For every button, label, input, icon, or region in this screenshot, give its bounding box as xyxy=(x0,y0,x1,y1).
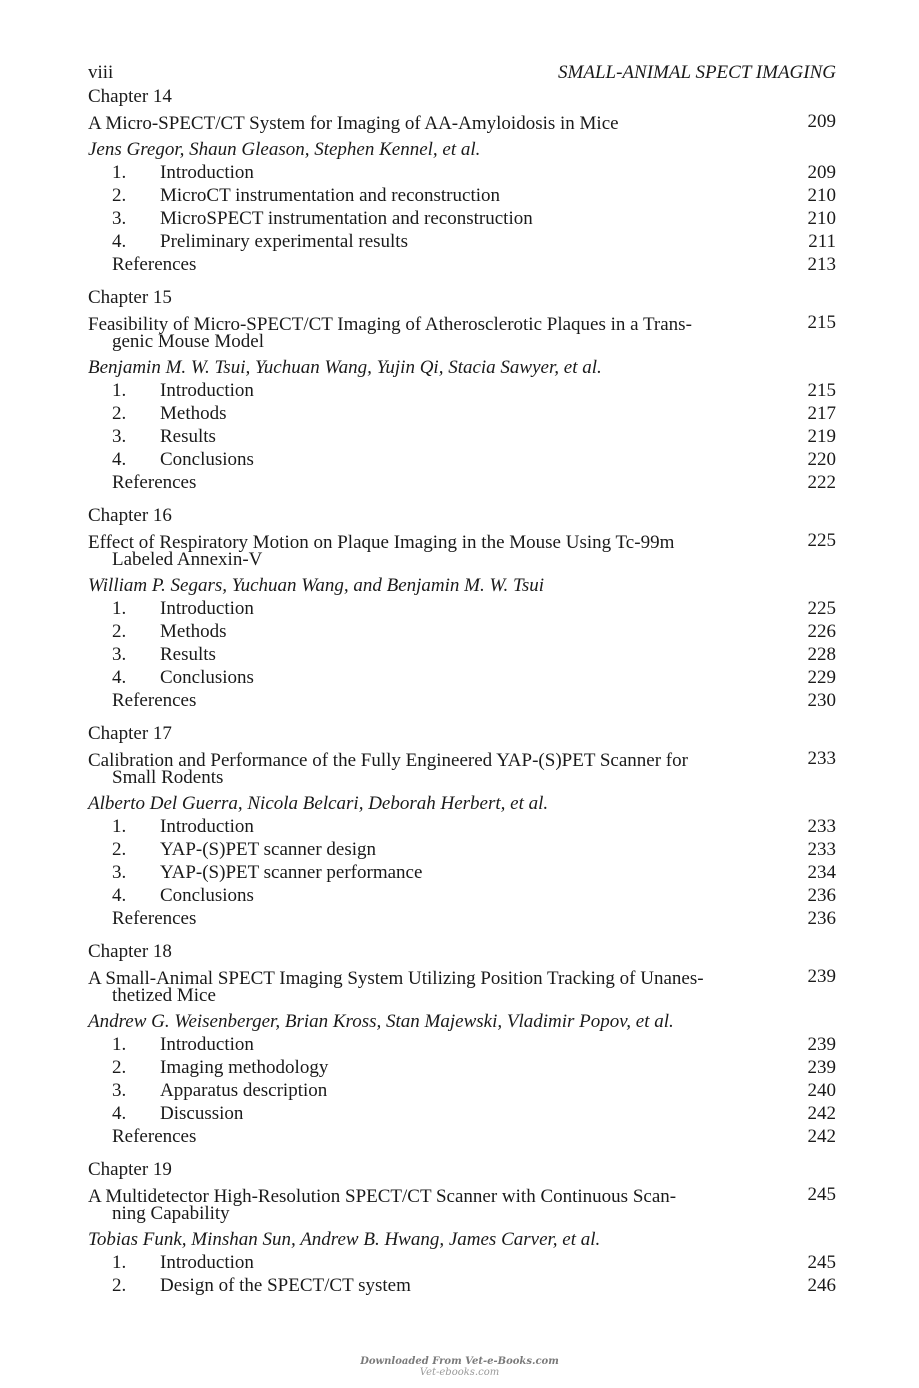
section-number: 2. xyxy=(112,185,127,206)
chapter-label: Chapter 17 xyxy=(88,723,172,744)
section-entry xyxy=(88,1274,836,1297)
chapter-label: Chapter 19 xyxy=(88,1159,172,1180)
chapter-title-line: A Micro-SPECT/CT System for Imaging of AA-Amyloidosis in Mice xyxy=(88,113,619,134)
chapter-authors: Tobias Funk, Minshan Sun, Andrew B. Hwang, James Carver, et al. xyxy=(88,1229,601,1250)
section-page-number: 209 xyxy=(807,162,836,183)
chapter-page-number: 209 xyxy=(807,111,836,132)
references-label: References xyxy=(112,690,197,711)
chapter-entry xyxy=(88,941,836,1148)
section-title: Conclusions xyxy=(160,449,254,470)
section-page-number: 240 xyxy=(807,1080,836,1101)
references-entry xyxy=(88,253,836,276)
references-page-number: 230 xyxy=(807,690,836,711)
section-number: 2. xyxy=(112,839,127,860)
references-label: References xyxy=(112,908,197,929)
section-page-number: 239 xyxy=(807,1034,836,1055)
chapter-title-continuation: thetized Mice xyxy=(112,985,216,1006)
section-page-number: 220 xyxy=(807,449,836,470)
chapter-entry xyxy=(88,86,836,276)
section-number: 3. xyxy=(112,644,127,665)
chapter-title-row xyxy=(88,748,836,788)
chapter-title-line: A Multidetector High-Resolution SPECT/CT Scanner with Continuous Scan- xyxy=(88,1186,677,1207)
chapter-authors: Alberto Del Guerra, Nicola Belcari, Deborah Herbert, et al. xyxy=(88,793,549,814)
section-entry xyxy=(88,184,836,207)
chapter-title-continuation: ning Capability xyxy=(112,1203,230,1224)
chapter-title-row xyxy=(88,1184,836,1224)
section-page-number: 228 xyxy=(807,644,836,665)
chapter-title-line: Feasibility of Micro-SPECT/CT Imaging of Atherosclerotic Plaques in a Trans- xyxy=(88,314,692,335)
chapter-page-number: 215 xyxy=(807,312,836,333)
section-title: Introduction xyxy=(160,380,254,401)
running-title: SMALL-ANIMAL SPECT IMAGING xyxy=(558,62,836,83)
chapter-title-row xyxy=(88,111,836,134)
section-number: 2. xyxy=(112,1057,127,1078)
section-entry xyxy=(88,1079,836,1102)
chapter-authors: Andrew G. Weisenberger, Brian Kross, Stan Majewski, Vladimir Popov, et al. xyxy=(88,1011,674,1032)
section-title: MicroCT instrumentation and reconstruction xyxy=(160,185,500,206)
section-title: Introduction xyxy=(160,816,254,837)
section-entry xyxy=(88,620,836,643)
section-title: Introduction xyxy=(160,1252,254,1273)
section-page-number: 246 xyxy=(807,1275,836,1296)
section-entry xyxy=(88,161,836,184)
chapter-page-number: 245 xyxy=(807,1184,836,1205)
watermark-line-2: Vet-ebooks.com xyxy=(419,1367,500,1378)
chapter-title xyxy=(88,752,746,786)
section-number: 4. xyxy=(112,667,127,688)
section-page-number: 233 xyxy=(807,816,836,837)
section-title: Introduction xyxy=(160,1034,254,1055)
chapter-title-continuation: Small Rodents xyxy=(112,767,224,788)
section-number: 3. xyxy=(112,1080,127,1101)
section-number: 2. xyxy=(112,403,127,424)
section-entry xyxy=(88,402,836,425)
section-page-number: 211 xyxy=(808,231,836,252)
chapter-label: Chapter 16 xyxy=(88,505,172,526)
section-number: 3. xyxy=(112,426,127,447)
references-page-number: 222 xyxy=(807,472,836,493)
references-page-number: 213 xyxy=(807,254,836,275)
section-title: YAP-(S)PET scanner performance xyxy=(160,862,423,883)
section-number: 1. xyxy=(112,380,127,401)
section-title: Conclusions xyxy=(160,667,254,688)
chapter-title-line: A Small-Animal SPECT Imaging System Utilizing Position Tracking of Unanes- xyxy=(88,968,704,989)
section-entry xyxy=(88,1102,836,1125)
section-title: Preliminary experimental results xyxy=(160,231,408,252)
references-entry xyxy=(88,689,836,712)
section-number: 4. xyxy=(112,449,127,470)
chapter-page-number: 239 xyxy=(807,966,836,987)
section-entry xyxy=(88,379,836,402)
section-page-number: 217 xyxy=(807,403,836,424)
watermark-line-1: Downloaded From Vet-e-Books.com xyxy=(360,1356,559,1367)
section-title: Introduction xyxy=(160,162,254,183)
section-entry xyxy=(88,838,836,861)
section-title: Apparatus description xyxy=(160,1080,328,1101)
section-number: 1. xyxy=(112,598,127,619)
references-label: References xyxy=(112,254,197,275)
section-page-number: 234 xyxy=(807,862,836,883)
section-entry xyxy=(88,815,836,838)
section-entry xyxy=(88,1251,836,1274)
section-page-number: 225 xyxy=(807,598,836,619)
section-page-number: 242 xyxy=(807,1103,836,1124)
section-page-number: 233 xyxy=(807,839,836,860)
section-entry xyxy=(88,1056,836,1079)
section-number: 4. xyxy=(112,231,127,252)
chapter-label: Chapter 14 xyxy=(88,86,172,107)
section-entry xyxy=(88,448,836,471)
chapter-title xyxy=(88,970,746,1004)
chapter-title xyxy=(88,534,746,568)
section-title: Methods xyxy=(160,403,227,424)
section-entry xyxy=(88,861,836,884)
section-entry xyxy=(88,666,836,689)
chapter-title xyxy=(88,316,746,350)
table-of-contents xyxy=(88,86,836,1297)
section-number: 1. xyxy=(112,816,127,837)
section-title: Methods xyxy=(160,621,227,642)
section-entry xyxy=(88,597,836,620)
chapter-title xyxy=(88,115,746,132)
section-number: 3. xyxy=(112,208,127,229)
section-title: Conclusions xyxy=(160,885,254,906)
section-page-number: 210 xyxy=(807,208,836,229)
section-entry xyxy=(88,1033,836,1056)
section-entry xyxy=(88,207,836,230)
references-entry xyxy=(88,907,836,930)
section-page-number: 210 xyxy=(807,185,836,206)
section-title: Results xyxy=(160,644,216,665)
page-header xyxy=(88,62,836,86)
chapter-title-continuation: genic Mouse Model xyxy=(112,331,264,352)
references-label: References xyxy=(112,1126,197,1147)
chapter-title-line: Effect of Respiratory Motion on Plaque Imaging in the Mouse Using Tc-99m xyxy=(88,532,675,553)
section-title: Imaging methodology xyxy=(160,1057,329,1078)
section-page-number: 229 xyxy=(807,667,836,688)
section-title: Discussion xyxy=(160,1103,244,1124)
section-page-number: 245 xyxy=(807,1252,836,1273)
section-number: 4. xyxy=(112,1103,127,1124)
chapter-authors: Jens Gregor, Shaun Gleason, Stephen Kennel, et al. xyxy=(88,139,481,160)
chapter-title-line: Calibration and Performance of the Fully Engineered YAP-(S)PET Scanner for xyxy=(88,750,688,771)
section-entry xyxy=(88,643,836,666)
section-number: 3. xyxy=(112,862,127,883)
section-title: Design of the SPECT/CT system xyxy=(160,1275,411,1296)
chapter-entry xyxy=(88,1159,836,1297)
chapter-authors: William P. Segars, Yuchuan Wang, and Benjamin M. W. Tsui xyxy=(88,575,545,596)
section-title: Results xyxy=(160,426,216,447)
section-title: YAP-(S)PET scanner design xyxy=(160,839,377,860)
chapter-page-number: 225 xyxy=(807,530,836,551)
section-number: 2. xyxy=(112,621,127,642)
references-entry xyxy=(88,1125,836,1148)
chapter-entry xyxy=(88,723,836,930)
chapter-title-row xyxy=(88,530,836,570)
section-entry xyxy=(88,425,836,448)
section-page-number: 219 xyxy=(807,426,836,447)
section-number: 1. xyxy=(112,162,127,183)
watermark xyxy=(0,1356,919,1378)
references-entry xyxy=(88,471,836,494)
chapter-label: Chapter 18 xyxy=(88,941,172,962)
chapter-title xyxy=(88,1188,746,1222)
chapter-entry xyxy=(88,505,836,712)
references-page-number: 236 xyxy=(807,908,836,929)
chapter-page-number: 233 xyxy=(807,748,836,769)
chapter-title-row xyxy=(88,966,836,1006)
references-page-number: 242 xyxy=(807,1126,836,1147)
chapter-title-continuation: Labeled Annexin-V xyxy=(112,549,263,570)
section-number: 4. xyxy=(112,885,127,906)
section-number: 1. xyxy=(112,1252,127,1273)
toc-page xyxy=(88,62,836,1308)
chapter-label: Chapter 15 xyxy=(88,287,172,308)
section-number: 1. xyxy=(112,1034,127,1055)
chapter-title-row xyxy=(88,312,836,352)
section-title: MicroSPECT instrumentation and reconstruction xyxy=(160,208,533,229)
section-number: 2. xyxy=(112,1275,127,1296)
section-title: Introduction xyxy=(160,598,254,619)
section-page-number: 236 xyxy=(807,885,836,906)
page-number: viii xyxy=(88,62,114,83)
chapter-entry xyxy=(88,287,836,494)
section-page-number: 226 xyxy=(807,621,836,642)
section-page-number: 239 xyxy=(807,1057,836,1078)
section-entry xyxy=(88,884,836,907)
section-entry xyxy=(88,230,836,253)
section-page-number: 215 xyxy=(807,380,836,401)
references-label: References xyxy=(112,472,197,493)
chapter-authors: Benjamin M. W. Tsui, Yuchuan Wang, Yujin Qi, Stacia Sawyer, et al. xyxy=(88,357,602,378)
